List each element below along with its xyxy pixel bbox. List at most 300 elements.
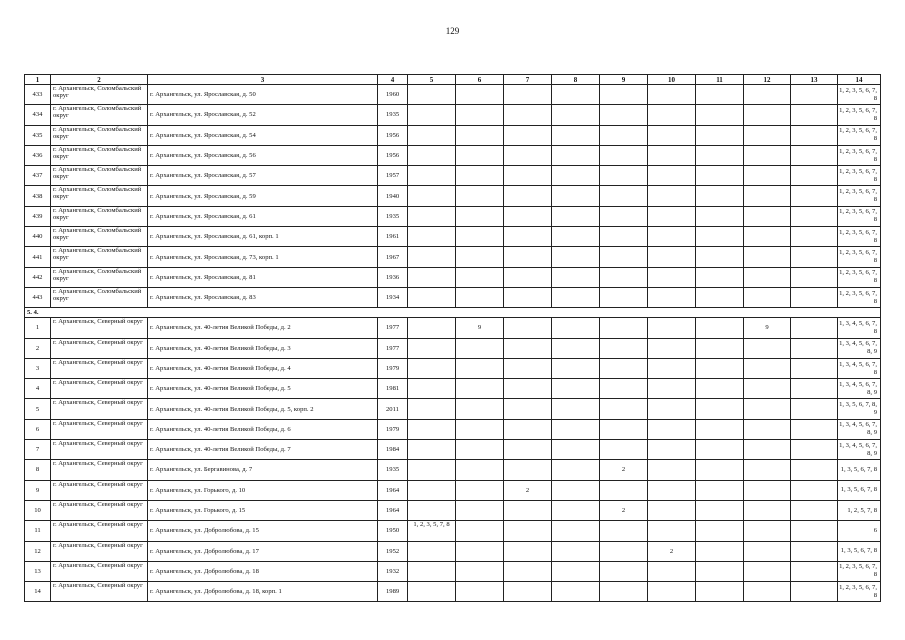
column-header: 10 (648, 75, 696, 85)
column-6-cell (456, 287, 504, 307)
column-5-cell (408, 399, 456, 419)
column-12-cell (744, 358, 791, 378)
column-11-cell (696, 379, 744, 399)
row-number-cell: 13 (25, 561, 51, 581)
column-13-cell (791, 145, 838, 165)
column-13-cell (791, 358, 838, 378)
column-10-cell (648, 358, 696, 378)
column-13-cell (791, 582, 838, 602)
column-14-cell: 1, 2, 3, 5, 6, 7, 8 (838, 247, 881, 267)
column-5-cell (408, 419, 456, 439)
column-7-cell (504, 145, 552, 165)
column-6-cell (456, 125, 504, 145)
district-cell: г. Архангельск, Северный округ (51, 440, 148, 460)
column-11-cell (696, 561, 744, 581)
column-7-cell (504, 419, 552, 439)
column-8-cell (552, 419, 600, 439)
column-14-cell: 1, 2, 3, 5, 6, 7, 8 (838, 267, 881, 287)
year-cell: 1964 (378, 480, 408, 500)
table-row (25, 105, 881, 125)
column-10-cell (648, 460, 696, 480)
column-11-cell (696, 460, 744, 480)
row-number-cell: 439 (25, 206, 51, 226)
column-5-cell (408, 541, 456, 561)
column-7-cell (504, 186, 552, 206)
column-14-cell: 1, 2, 3, 5, 6, 7, 8 (838, 166, 881, 186)
table-row (25, 541, 881, 561)
column-8-cell (552, 500, 600, 520)
column-9-cell (600, 186, 648, 206)
address-cell: г. Архангельск, ул. Ярославская, д. 56 (148, 145, 378, 165)
district-cell: г. Архангельск, Соломбальский округ (51, 105, 148, 125)
address-cell: г. Архангельск, ул. Бергавинова, д. 7 (148, 460, 378, 480)
column-header: 5 (408, 75, 456, 85)
column-14-cell: 1, 2, 3, 5, 6, 7, 8 (838, 125, 881, 145)
column-13-cell (791, 267, 838, 287)
year-cell: 1940 (378, 186, 408, 206)
year-cell: 1934 (378, 287, 408, 307)
table-row (25, 145, 881, 165)
column-5-cell (408, 186, 456, 206)
column-13-cell (791, 460, 838, 480)
column-5-cell (408, 358, 456, 378)
district-cell: г. Архангельск, Северный округ (51, 379, 148, 399)
column-12-cell (744, 582, 791, 602)
column-13-cell (791, 419, 838, 439)
district-cell: г. Архангельск, Северный округ (51, 541, 148, 561)
column-header: 14 (838, 75, 881, 85)
row-number-cell: 1 (25, 318, 51, 338)
column-11-cell (696, 318, 744, 338)
column-6-cell (456, 338, 504, 358)
column-10-cell: 2 (648, 541, 696, 561)
column-12-cell (744, 247, 791, 267)
column-13-cell (791, 500, 838, 520)
column-11-cell (696, 338, 744, 358)
column-6-cell (456, 85, 504, 105)
column-14-cell: 1, 3, 5, 6, 7, 8 (838, 480, 881, 500)
column-14-cell: 1, 3, 4, 5, 6, 7, 8 (838, 358, 881, 378)
column-8-cell (552, 561, 600, 581)
column-12-cell (744, 145, 791, 165)
column-5-cell (408, 267, 456, 287)
column-5-cell (408, 206, 456, 226)
column-9-cell (600, 440, 648, 460)
column-header: 3 (148, 75, 378, 85)
table-row (25, 521, 881, 541)
year-cell: 1957 (378, 166, 408, 186)
address-cell: г. Архангельск, ул. Ярославская, д. 54 (148, 125, 378, 145)
header-row (25, 75, 881, 85)
row-number-cell: 6 (25, 419, 51, 439)
column-7-cell (504, 267, 552, 287)
column-8-cell (552, 521, 600, 541)
row-number-cell: 10 (25, 500, 51, 520)
district-cell: г. Архангельск, Северный округ (51, 358, 148, 378)
column-7-cell (504, 460, 552, 480)
column-5-cell (408, 166, 456, 186)
column-header: 2 (51, 75, 148, 85)
address-cell: г. Архангельск, ул. Ярославская, д. 59 (148, 186, 378, 206)
column-5-cell (408, 85, 456, 105)
address-cell: г. Архангельск, ул. Ярославская, д. 57 (148, 166, 378, 186)
column-14-cell: 1, 3, 4, 5, 6, 7, 8, 9 (838, 338, 881, 358)
district-cell: г. Архангельск, Соломбальский округ (51, 125, 148, 145)
column-10-cell (648, 318, 696, 338)
row-number-cell: 433 (25, 85, 51, 105)
row-number-cell: 443 (25, 287, 51, 307)
district-cell: г. Архангельск, Северный округ (51, 419, 148, 439)
column-10-cell (648, 247, 696, 267)
year-cell: 1979 (378, 419, 408, 439)
table-row (25, 85, 881, 105)
column-7-cell (504, 318, 552, 338)
column-9-cell (600, 125, 648, 145)
column-header: 9 (600, 75, 648, 85)
column-7-cell (504, 379, 552, 399)
address-cell: г. Архангельск, ул. Добролюбова, д. 15 (148, 521, 378, 541)
column-9-cell (600, 399, 648, 419)
table-row (25, 419, 881, 439)
column-12-cell (744, 480, 791, 500)
column-12-cell (744, 561, 791, 581)
table-row (25, 399, 881, 419)
column-7-cell (504, 440, 552, 460)
year-cell: 1936 (378, 267, 408, 287)
address-cell: г. Архангельск, ул. Добролюбова, д. 18, корп. 1 (148, 582, 378, 602)
column-14-cell: 1, 2, 3, 5, 6, 7, 8 (838, 145, 881, 165)
column-8-cell (552, 186, 600, 206)
column-11-cell (696, 399, 744, 419)
column-header: 4 (378, 75, 408, 85)
column-12-cell (744, 521, 791, 541)
column-12-cell (744, 227, 791, 247)
address-cell: г. Архангельск, ул. 40-летия Великой Победы, д. 2 (148, 318, 378, 338)
column-11-cell (696, 440, 744, 460)
row-number-cell: 435 (25, 125, 51, 145)
column-6-cell (456, 460, 504, 480)
table-row (25, 186, 881, 206)
column-8-cell (552, 480, 600, 500)
year-cell: 2011 (378, 399, 408, 419)
column-5-cell (408, 460, 456, 480)
column-6-cell (456, 480, 504, 500)
column-14-cell: 1, 3, 4, 5, 6, 7, 8, 9 (838, 379, 881, 399)
column-8-cell (552, 166, 600, 186)
row-number-cell: 11 (25, 521, 51, 541)
column-12-cell (744, 338, 791, 358)
district-cell: г. Архангельск, Северный округ (51, 460, 148, 480)
column-7-cell (504, 287, 552, 307)
row-number-cell: 12 (25, 541, 51, 561)
column-10-cell (648, 125, 696, 145)
district-cell: г. Архангельск, Соломбальский округ (51, 247, 148, 267)
column-14-cell: 1, 2, 3, 5, 6, 7, 8 (838, 105, 881, 125)
column-14-cell: 1, 2, 3, 5, 6, 7, 8 (838, 561, 881, 581)
column-6-cell (456, 521, 504, 541)
column-9-cell (600, 287, 648, 307)
column-6-cell (456, 186, 504, 206)
column-header: 12 (744, 75, 791, 85)
column-5-cell (408, 247, 456, 267)
table-row (25, 125, 881, 145)
column-10-cell (648, 582, 696, 602)
column-11-cell (696, 125, 744, 145)
column-11-cell (696, 227, 744, 247)
column-11-cell (696, 166, 744, 186)
column-10-cell (648, 440, 696, 460)
column-6-cell (456, 105, 504, 125)
column-14-cell: 1, 3, 5, 6, 7, 8, 9 (838, 399, 881, 419)
address-cell: г. Архангельск, ул. 40-летия Великой Победы, д. 7 (148, 440, 378, 460)
column-12-cell (744, 186, 791, 206)
column-header: 6 (456, 75, 504, 85)
row-number-cell: 9 (25, 480, 51, 500)
column-10-cell (648, 480, 696, 500)
address-cell: г. Архангельск, ул. Ярославская, д. 83 (148, 287, 378, 307)
column-9-cell (600, 419, 648, 439)
row-number-cell: 441 (25, 247, 51, 267)
column-10-cell (648, 105, 696, 125)
year-cell: 1989 (378, 582, 408, 602)
table-row (25, 247, 881, 267)
row-number-cell: 3 (25, 358, 51, 378)
table-row (25, 338, 881, 358)
column-14-cell: 1, 3, 5, 6, 7, 8 (838, 460, 881, 480)
column-11-cell (696, 105, 744, 125)
address-cell: г. Архангельск, ул. Ярославская, д. 73, корп. 1 (148, 247, 378, 267)
housing-register-table (24, 74, 881, 602)
district-cell: г. Архангельск, Северный округ (51, 399, 148, 419)
column-5-cell (408, 105, 456, 125)
table-row (25, 227, 881, 247)
column-13-cell (791, 85, 838, 105)
district-cell: г. Архангельск, Соломбальский округ (51, 206, 148, 226)
year-cell: 1950 (378, 521, 408, 541)
table-row (25, 287, 881, 307)
column-6-cell (456, 399, 504, 419)
column-10-cell (648, 85, 696, 105)
column-8-cell (552, 247, 600, 267)
column-13-cell (791, 247, 838, 267)
column-5-cell (408, 582, 456, 602)
address-cell: г. Архангельск, ул. Горького, д. 10 (148, 480, 378, 500)
year-cell: 1977 (378, 318, 408, 338)
column-8-cell (552, 460, 600, 480)
year-cell: 1956 (378, 125, 408, 145)
column-14-cell: 1, 2, 3, 5, 6, 7, 8 (838, 85, 881, 105)
address-cell: г. Архангельск, ул. 40-летия Великой Победы, д. 6 (148, 419, 378, 439)
year-cell: 1981 (378, 379, 408, 399)
column-5-cell (408, 480, 456, 500)
address-cell: г. Архангельск, ул. Горького, д. 15 (148, 500, 378, 520)
year-cell: 1977 (378, 338, 408, 358)
year-cell: 1952 (378, 541, 408, 561)
district-cell: г. Архангельск, Соломбальский округ (51, 145, 148, 165)
column-10-cell (648, 267, 696, 287)
column-8-cell (552, 267, 600, 287)
column-14-cell: 1, 3, 4, 5, 6, 7, 8, 9 (838, 419, 881, 439)
column-header: 11 (696, 75, 744, 85)
column-header: 8 (552, 75, 600, 85)
table-row (25, 166, 881, 186)
column-9-cell (600, 338, 648, 358)
column-8-cell (552, 227, 600, 247)
column-7-cell (504, 206, 552, 226)
column-9-cell (600, 561, 648, 581)
column-12-cell (744, 287, 791, 307)
column-5-cell (408, 379, 456, 399)
column-13-cell (791, 318, 838, 338)
column-13-cell (791, 186, 838, 206)
column-7-cell (504, 125, 552, 145)
district-cell: г. Архангельск, Соломбальский округ (51, 85, 148, 105)
column-9-cell (600, 521, 648, 541)
table-row (25, 440, 881, 460)
column-7-cell (504, 85, 552, 105)
district-cell: г. Архангельск, Северный округ (51, 318, 148, 338)
column-9-cell (600, 247, 648, 267)
column-14-cell: 1, 3, 4, 5, 6, 7, 8, 9 (838, 440, 881, 460)
column-8-cell (552, 145, 600, 165)
column-11-cell (696, 287, 744, 307)
year-cell: 1935 (378, 105, 408, 125)
row-number-cell: 434 (25, 105, 51, 125)
column-10-cell (648, 338, 696, 358)
row-number-cell: 14 (25, 582, 51, 602)
column-8-cell (552, 125, 600, 145)
column-13-cell (791, 125, 838, 145)
column-10-cell (648, 561, 696, 581)
column-7-cell (504, 358, 552, 378)
column-header: 7 (504, 75, 552, 85)
column-10-cell (648, 287, 696, 307)
column-header: 1 (25, 75, 51, 85)
row-number-cell: 436 (25, 145, 51, 165)
column-8-cell (552, 541, 600, 561)
column-7-cell (504, 166, 552, 186)
column-10-cell (648, 399, 696, 419)
column-7-cell (504, 105, 552, 125)
address-cell: г. Архангельск, ул. 40-летия Великой Победы, д. 5 (148, 379, 378, 399)
column-5-cell (408, 287, 456, 307)
table-row (25, 582, 881, 602)
column-9-cell (600, 206, 648, 226)
column-5-cell (408, 440, 456, 460)
column-10-cell (648, 379, 696, 399)
column-9-cell (600, 318, 648, 338)
year-cell: 1967 (378, 247, 408, 267)
column-7-cell (504, 338, 552, 358)
column-6-cell (456, 561, 504, 581)
column-6-cell (456, 440, 504, 460)
column-12-cell (744, 541, 791, 561)
column-9-cell (600, 480, 648, 500)
column-5-cell: 1, 2, 3, 5, 7, 8 (408, 521, 456, 541)
column-14-cell: 1, 2, 3, 5, 6, 7, 8 (838, 582, 881, 602)
column-14-cell: 1, 2, 3, 5, 6, 7, 8 (838, 227, 881, 247)
column-11-cell (696, 145, 744, 165)
column-12-cell (744, 399, 791, 419)
column-12-cell (744, 206, 791, 226)
column-11-cell (696, 85, 744, 105)
row-number-cell: 438 (25, 186, 51, 206)
column-12-cell (744, 419, 791, 439)
column-14-cell: 1, 2, 5, 7, 8 (838, 500, 881, 520)
column-14-cell: 1, 3, 5, 6, 7, 8 (838, 541, 881, 561)
column-10-cell (648, 500, 696, 520)
section-label: 5. 4. (25, 308, 881, 318)
column-8-cell (552, 206, 600, 226)
column-6-cell (456, 247, 504, 267)
column-11-cell (696, 480, 744, 500)
column-8-cell (552, 379, 600, 399)
row-number-cell: 442 (25, 267, 51, 287)
column-12-cell (744, 379, 791, 399)
column-8-cell (552, 105, 600, 125)
column-11-cell (696, 186, 744, 206)
column-8-cell (552, 338, 600, 358)
address-cell: г. Архангельск, ул. Ярославская, д. 81 (148, 267, 378, 287)
column-9-cell (600, 227, 648, 247)
column-header: 13 (791, 75, 838, 85)
column-12-cell (744, 166, 791, 186)
column-7-cell (504, 541, 552, 561)
column-12-cell (744, 125, 791, 145)
column-12-cell (744, 85, 791, 105)
column-11-cell (696, 419, 744, 439)
column-5-cell (408, 338, 456, 358)
column-9-cell (600, 166, 648, 186)
column-13-cell (791, 541, 838, 561)
column-6-cell (456, 500, 504, 520)
row-number-cell: 4 (25, 379, 51, 399)
column-8-cell (552, 318, 600, 338)
column-11-cell (696, 247, 744, 267)
year-cell: 1979 (378, 358, 408, 378)
column-13-cell (791, 379, 838, 399)
column-12-cell (744, 267, 791, 287)
district-cell: г. Архангельск, Северный округ (51, 561, 148, 581)
table-row (25, 379, 881, 399)
column-13-cell (791, 287, 838, 307)
address-cell: г. Архангельск, ул. 40-летия Великой Победы, д. 5, корп. 2 (148, 399, 378, 419)
column-13-cell (791, 206, 838, 226)
column-13-cell (791, 105, 838, 125)
year-cell: 1960 (378, 85, 408, 105)
column-7-cell (504, 227, 552, 247)
column-11-cell (696, 582, 744, 602)
address-cell: г. Архангельск, ул. Ярославская, д. 52 (148, 105, 378, 125)
column-13-cell (791, 480, 838, 500)
address-cell: г. Архангельск, ул. Ярославская, д. 61, корп. 1 (148, 227, 378, 247)
address-cell: г. Архангельск, ул. 40-летия Великой Победы, д. 4 (148, 358, 378, 378)
column-6-cell (456, 267, 504, 287)
column-5-cell (408, 561, 456, 581)
column-5-cell (408, 227, 456, 247)
column-7-cell (504, 582, 552, 602)
column-12-cell (744, 500, 791, 520)
year-cell: 1956 (378, 145, 408, 165)
column-13-cell (791, 166, 838, 186)
column-6-cell (456, 541, 504, 561)
year-cell: 1964 (378, 500, 408, 520)
address-cell: г. Архангельск, ул. Добролюбова, д. 18 (148, 561, 378, 581)
column-9-cell (600, 85, 648, 105)
year-cell: 1932 (378, 561, 408, 581)
column-6-cell (456, 358, 504, 378)
table-row (25, 500, 881, 520)
